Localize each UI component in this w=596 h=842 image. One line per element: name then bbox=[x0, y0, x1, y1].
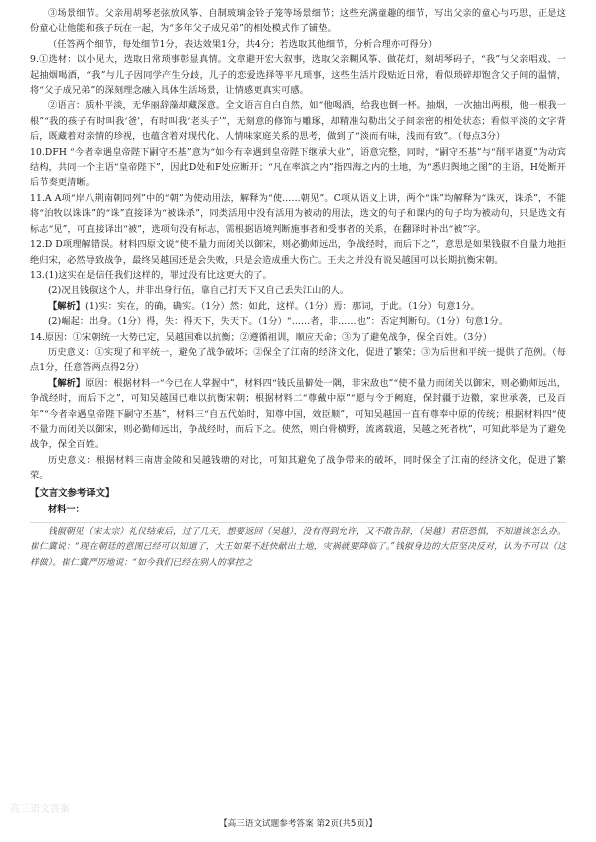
translation-section-title: 【文言文参考译文】 bbox=[30, 487, 115, 499]
q8-detail-3: ③场景细节。父亲用胡琴老弦放风筝、自制玻璃金铃子笼等场景细节；这些充满童趣的细节，写出父亲的童心与巧思，正是这份童心让他能和孩子玩在一起，为“多年父子成兄弟”的相处模式作了铺垫。 bbox=[30, 8, 566, 35]
q12-answer: 12.D D项理解错误。材料四原文说“使不量力而闭关以御宋，则必勤师远出，争战经时，而后下之”，意思是如果钱俶不自量力地拒绝归宋，必然导致战争，最终吴越国还是会失败，只是会造成重大伤亡。王夫之并没有说吴越国可以长期抗衡宋朝。 bbox=[30, 239, 566, 266]
analysis-label: 【解析】 bbox=[48, 300, 86, 312]
q13-analysis-1 bbox=[30, 299, 566, 314]
q9-point-1: 9.①选材：以小见大，选取日常琐事彰显真情。文章避开宏大叙事，选取父亲糊风筝、做花灯，刻胡琴码子，“我”与父亲唱戏、一起抽烟喝酒，“我”与儿子因同学产生分歧，儿子的恋爱选择等平凡琐事，这些生活片段贴近日常，看似琐碎却饱含父子间的温情，将“父子成兄弟”的深刻理念融入具体生活场景，让情感更真实可感。 bbox=[30, 54, 566, 97]
page-footer: 【高三语文试题参考答案 第2页(共5页)】 bbox=[219, 819, 377, 829]
q13-analysis-2: (2)崛起：出身。（1分）得，失：得天下，失天下。（1分）“……者，非……也”：否定判断句。（1分）句意1分。 bbox=[48, 316, 509, 328]
q9-point-2: ②语言：质朴平淡，无华丽辞藻却藏深意。全文语言自白自然，如“他喝酒，给我也倒一杯。抽烟，一次抽出两根，他一根我一根”“我的孩子有时叫我‘爸’，有时叫我‘老头子’”，无刻意的修饰与雕琢，却精准勾勒出父子间亲密的相处状态；看似平淡的文字背后，既藏着对亲情的珍视，也蕴含着对现代化、人情味家庭关系的思考，做到了“淡而有味，浅而有致”。（每点3分） bbox=[30, 100, 566, 143]
q13-translation-2: (2)况且钱俶这个人，并非出身行伍，靠自己打天下又自己丢失江山的人。 bbox=[48, 285, 350, 297]
analysis-label: 【解析】 bbox=[48, 377, 86, 389]
q14-analysis-text: 原因：根据材料一“今已在人掌握中”，材料四“钱氏虽僻处一隅，非宋敌也”“使不量力而闭关以御宋，则必勤师远出，争战经时，而后下之”，可知吴越国已难以抗衡宋朝；根据材料二“尊戴中原”“愿与令于阙庭，保封疆于边徼，家世承袭，已及百年”“今者幸遇皇帝陛下嗣守丕基”，材料三“自五代始时，知尊中国，效臣顺”，可知吴越国一直有尊奉中原的传统；根据材料四“使不量力而闭关以御宋，则必勤师远出，争战经时，而后下之。使然，则白骨横野，流离载道，吴越之死者枕”，可知此举是为了避免战争，保全百姓。 bbox=[30, 377, 566, 451]
q8-scoring-note: （任答两个细节，每处细节1分，表达效果1分，共4分；若选取其他细节，分析合理亦可得分） bbox=[48, 38, 438, 50]
q13-analysis-1-text: (1)实：实在，的确，确实。（1分）然：如此，这样。（1分）焉：那词，于此。（1分）句意1分。 bbox=[85, 300, 480, 312]
q13-translation-1: 13.(1)这实在是信任我们这样的，罪过没有比这更大的了。 bbox=[30, 269, 272, 281]
q10-answer: 10.DFH “今者幸遇皇帝陛下嗣守丕基”意为“如今有幸遇到皇帝陛下继承大业”，语意完整，同时，“嗣守丕基”与“削平诸夏”为动宾结构，共同一个主语“皇帝陛下”，因此D处和F处应断开；“凡在率滨之内”指四海之内的土地，为“悉归舆地之图”的主语，H处断开后节奏更清晰。 bbox=[30, 146, 566, 189]
q14-reason: 14.原因：①宋朝统一大势已定，吴越国难以抗衡；②遵循祖训，顺应天命；③为了避免战争，保全百姓。（3分） bbox=[30, 331, 493, 343]
material-1-label: 材料一： bbox=[48, 503, 85, 515]
watermark-text: 高三语文答案 bbox=[10, 804, 70, 815]
translation-block bbox=[30, 522, 566, 572]
q14-significance: 历史意义：①实现了和平统一，避免了战争破坏；②保全了江南的经济文化，促进了繁荣；③为后世和平统一提供了范例。（每点1分，任意答两点得2分） bbox=[30, 346, 566, 374]
translation-material-1: 钱俶朝见（宋太宗）礼仪结束后，过了几天，想要返回（吴越），没有得到允许，又不敢告辞，（吴越）君臣恐惧，不知道该怎么办。崔仁冀说：“现在朝廷的意图已经可以知道了，大王如果不赶快献出土地，灾祸就要降临了。”钱俶身边的大臣坚决反对，认为不可以（这样做）。崔仁冀严厉地说：“如今我们已经在别人的掌控之 bbox=[30, 526, 566, 569]
q11-answer: 11.A A项“岸八荆南朝同列”中的“朝”为使动用法，解释为“使……朝见”。C项从语义上讲，两个“诛”均解释为“诛灭，诛杀”，不能将“泊牧以诛诛”的“诛”直接译为“被诛杀”，同类活用中没有活用为被动的用法，选文的句子和课内的句子均为被动句，只是选文有标志“见”，可直接译出“被”，选项句没有标志，需根据语境判断施事者和受事者的关系，在翻译时补出“被”字。 bbox=[30, 192, 566, 235]
q14-analysis bbox=[30, 376, 566, 453]
q14-analysis-significance: 历史意义：根据材料三南唐金陵和吴越钱塘的对比，可知其避免了战争带来的破坏，同时保全了江南的经济文化，促进了繁荣。 bbox=[30, 454, 566, 482]
